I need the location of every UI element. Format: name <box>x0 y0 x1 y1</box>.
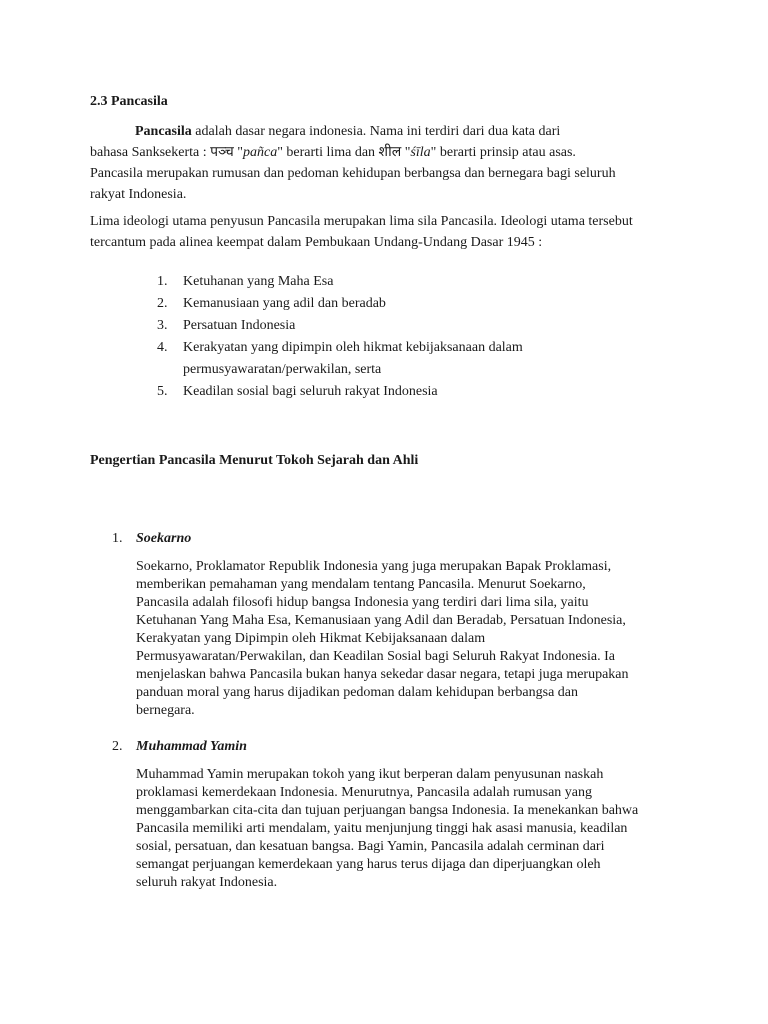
description-line: Pancasila adalah filosofi hidup bangsa Indonesia yang terdiri dari lima sila, yaitu <box>136 595 589 610</box>
intro-line-1-rest: adalah dasar negara indonesia. Nama ini terdiri dari dua kata dari <box>191 124 561 139</box>
ideology-line-1: Lima ideologi utama penyusun Pancasila merupakan lima sila Pancasila. Ideologi utama tersebut <box>90 214 633 229</box>
intro-paragraph <box>90 121 650 205</box>
pancasila-term: Pancasila <box>135 124 192 139</box>
description-line: sosial, persatuan, dan kesatuan bangsa. Bagi Yamin, Pancasila adalah cerminan dari <box>136 839 605 854</box>
description-line: seluruh rakyat Indonesia. <box>136 875 278 890</box>
description-line: menjelaskan bahwa Pancasila bukan hanya sekedar dasar negara, tetapi juga merupakan <box>136 667 629 682</box>
figure-number: 2. <box>112 739 123 754</box>
description-line: Soekarno, Proklamator Republik Indonesia yang juga merupakan Bapak Proklamasi, <box>136 559 612 574</box>
list-item-number: 5. <box>157 384 168 399</box>
list-item-text: Keadilan sosial bagi seluruh rakyat Indonesia <box>183 384 438 399</box>
figure-name: Muhammad Yamin <box>136 739 247 754</box>
panca-word: pañca <box>243 145 278 160</box>
list-item-text: Persatuan Indonesia <box>183 318 296 333</box>
description-line: panduan moral yang harus dijadikan pedoman dalam kehidupan berbangsa dan <box>136 685 579 700</box>
ideology-line-2: tercantum pada alinea keempat dalam Pembukaan Undang-Undang Dasar 1945 : <box>90 235 543 250</box>
list-item <box>157 381 523 403</box>
description-line: Muhammad Yamin merupakan tokoh yang ikut berperan dalam penyusunan naskah <box>136 767 604 782</box>
ideology-paragraph <box>90 211 650 253</box>
list-item <box>157 315 523 337</box>
description-line: Kerakyatan yang Dipimpin oleh Hikmat Kebijaksanaan dalam <box>136 631 486 646</box>
description-line: Permusyawaratan/Perwakilan, dan Keadilan Sosial bagi Seluruh Rakyat Indonesia. Ia <box>136 649 615 664</box>
description-line: Ketuhanan Yang Maha Esa, Kemanusiaan yang Adil dan Beradab, Persatuan Indonesia, <box>136 613 626 628</box>
figure-description <box>136 558 671 720</box>
description-line: menggambarkan cita-cita dan tujuan perjuangan bangsa Indonesia. Ia menekankan bahwa <box>136 803 639 818</box>
figure-description <box>136 766 671 892</box>
intro-line-3: Pancasila merupakan rumusan dan pedoman kehidupan berbangsa dan bernegara bagi seluruh <box>90 166 616 181</box>
list-item <box>157 337 523 381</box>
section-heading: 2.3 Pancasila <box>90 94 168 109</box>
list-item-number: 2. <box>157 296 168 311</box>
description-line: Pancasila memiliki arti mendalam, yaitu menjunjung tinggi hak asasi manusia, keadilan <box>136 821 628 836</box>
figures-section-title: Pengertian Pancasila Menurut Tokoh Sejarah dan Ahli <box>90 453 419 468</box>
figure-muhammad-yamin <box>112 737 672 892</box>
figure-soekarno <box>112 529 672 720</box>
description-line: bernegara. <box>136 703 195 718</box>
figure-heading <box>112 737 672 757</box>
list-item-text: Ketuhanan yang Maha Esa <box>183 274 334 289</box>
list-item-number: 3. <box>157 318 168 333</box>
figure-number: 1. <box>112 531 123 546</box>
sila-list <box>157 271 523 403</box>
list-item-text-continued: permusyawaratan/perwakilan, serta <box>183 362 382 377</box>
sila-word: śīla <box>410 145 431 160</box>
list-item-number: 1. <box>157 274 168 289</box>
intro-line-4: rakyat Indonesia. <box>90 187 187 202</box>
list-item <box>157 271 523 293</box>
list-item-number: 4. <box>157 340 168 355</box>
description-line: memberikan pemahaman yang mendalam tentang Pancasila. Menurut Soekarno, <box>136 577 586 592</box>
list-item <box>157 293 523 315</box>
list-item-text: Kemanusiaan yang adil dan beradab <box>183 296 386 311</box>
figure-name: Soekarno <box>136 531 192 546</box>
intro-line-1 <box>90 121 650 142</box>
list-item-text: Kerakyatan yang dipimpin oleh hikmat kebijaksanaan dalam <box>183 340 523 355</box>
description-line: proklamasi kemerdekaan Indonesia. Menurutnya, Pancasila adalah rumusan yang <box>136 785 593 800</box>
description-line: semangat perjuangan kemerdekaan yang harus terus dijaga dan diperjuangkan oleh <box>136 857 601 872</box>
intro-line-2: bahasa Sanksekerta : पञ्च "pañca" berarti lima dan शील "śīla" berarti prinsip atau asas. <box>90 145 576 160</box>
figure-heading <box>112 529 672 549</box>
